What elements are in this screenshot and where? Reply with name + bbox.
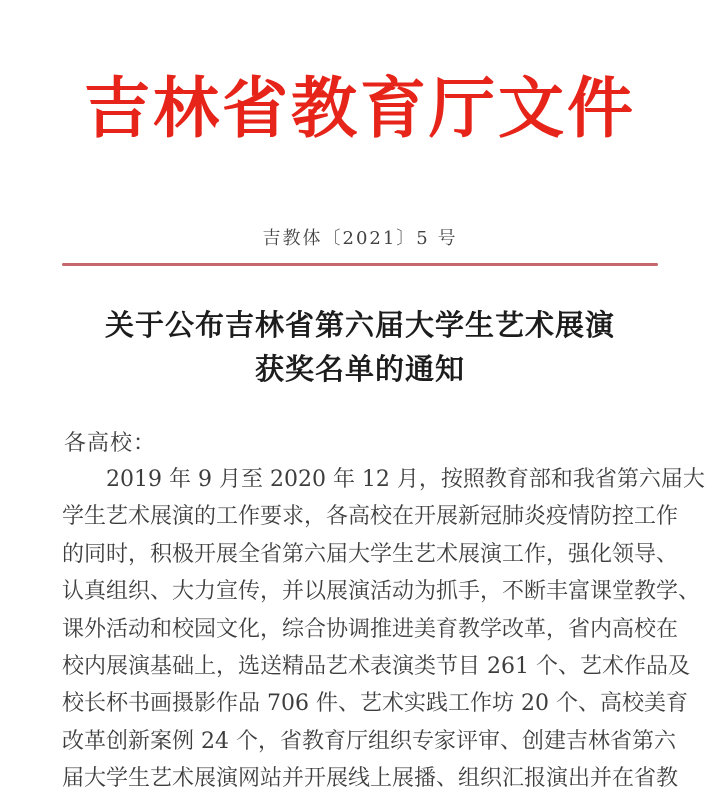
body-line: 届大学生艺术展演网站并开展线上展播、组织汇报演出并在省教 xyxy=(62,766,679,792)
notice-title xyxy=(0,303,720,391)
body-line: 改革创新案例 24 个，省教育厅组织专家评审、创建吉林省第六 xyxy=(62,728,676,754)
body-text xyxy=(62,461,705,798)
body-line: 学生艺术展演的工作要求，各高校在开展新冠肺炎疫情防控工作 xyxy=(62,504,679,530)
body-line: 课外活动和校园文化，综合协调推进美育教学改革，省内高校在 xyxy=(62,616,679,642)
body-line: 认真组织、大力宣传，并以展演活动为抓手，不断丰富课堂教学、 xyxy=(62,579,701,605)
letterhead-title: 吉林省教育厅文件 xyxy=(84,69,636,147)
notice-title-line-1: 关于公布吉林省第六届大学生艺术展演 xyxy=(104,308,615,342)
salutation: 各高校： xyxy=(64,431,157,456)
body-line: 校内展演基础上，选送精品艺术表演类节目 261 个、艺术作品及 xyxy=(62,654,690,680)
red-separator-line xyxy=(62,263,658,266)
body-line: 校长杯书画摄影作品 706 件、艺术实践工作坊 20 个、高校美育 xyxy=(62,691,688,717)
notice-title-line-2: 获奖名单的通知 xyxy=(254,352,465,386)
document-number: 吉教体〔2021〕5 号 xyxy=(262,228,458,249)
body-line: 的同时，积极开展全省第六届大学生艺术展演工作，强化领导、 xyxy=(62,541,679,567)
body-line: 2019 年 9 月至 2020 年 12 月，按照教育部和我省第六届大 xyxy=(106,467,705,492)
